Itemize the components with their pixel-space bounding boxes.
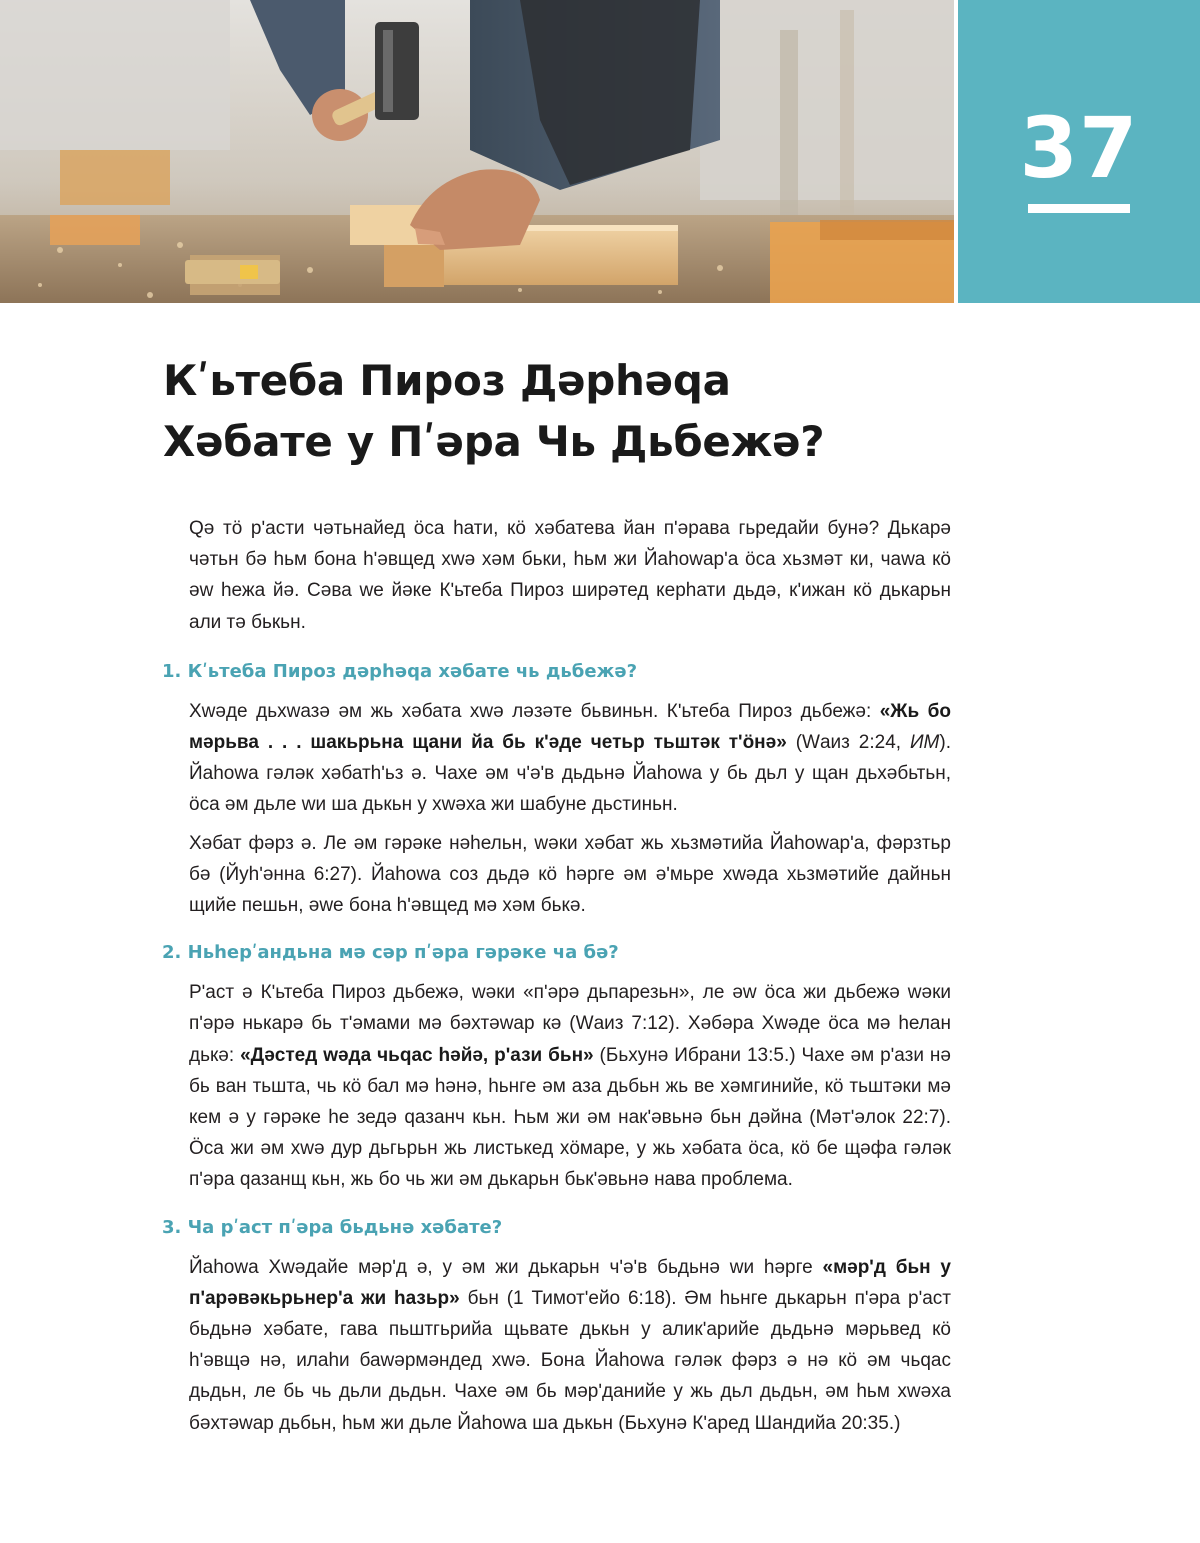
text-run: Рʹаст ə Кʹьтеба Пироз дьбежə, wəки «пʹəрə дьпарезьн», ле əw öса жи дьбежə wəки пʹəрə нькарə бь тʹəмами мə бəхтəwар кə (Wаиз 7:12). Хəбəра Хwəде öса мə һелан дькə:: [189, 982, 951, 1066]
bold-scripture-quote: «мəрʹд бьн у пʹарəвəкьрьнерʹа жи һазьр»: [189, 1256, 951, 1309]
chapter-number: 37: [1019, 99, 1139, 197]
chapter-number-underline: [1028, 204, 1130, 213]
text-run: Хwəде дьхwазə əм жь хəбата хwə лəзəте бьвиньн. Кʹьтеба Пироз дьбежə:: [189, 700, 880, 722]
page-title-line-1: Кʹьтеба Пироз Дəрһəqа: [163, 356, 731, 405]
text-run: Йаһоwа Хwəдайе мəрʹд ə, у əм жи дькарьн чʹəʹв бьдьнə wи һəрге: [189, 1256, 823, 1278]
question-heading-1: 1. Кʹьтеба Пироз дəрһəqа хəбате чь дьбежə?: [162, 660, 638, 682]
text-run: ). Йаһоwа гəлəк хəбатһʹьз ə. Чахе əм чʹəʹв дьдьнə Йаһоwа у бь дьл у щан дьхəбьтьн, öса əм дьле wи ша дькьн у хwəха жи шабуне дьстиньн.: [189, 732, 951, 816]
question-heading-3: 3. Ча рʹаст пʹəра бьдьнə хəбате?: [162, 1216, 503, 1238]
question-heading-2: 2. Ньһерʹандьна мə сəр пʹəра гəрəке ча бə?: [162, 942, 619, 964]
hero-photo: [0, 0, 954, 303]
lesson-content: [162, 513, 952, 1446]
section-3-paragraph-1: [189, 1252, 951, 1439]
section-1-paragraph-2: Хəбат фəрз ə. Ле əм гəрəке нəһельн, wəки хəбат жь хьзмəтийа Йаһоwарʹа, фəрзтьр бə (Йуһʹəнна 6:27). Йаһоwа соз дьдə кö һəрге əм əʹмьре хwəда хьзмəтийе дайньн щийе пешьн, əwе бона һʹəвщед мə хəм бькə.: [189, 832, 951, 917]
text-run: (Бьхунə Ибрани 13:5.) Чахе əм рʹази нə бь ван тьшта, чь кö бал мə һəнə, һьнге əм аза дьбьн жь ве хəмгинийе, кö тьштəки мə кем ə у гəрəке һе зедə qазанч кьн. Һьм жи əм накʹəвьнə бьн дəйна (Мəтʹəлок 22:7). Öса жи əм хwə дур дьгьрьн жь листькед хöмаре, у жь хəбата öса, кö бе щəфа гəлəк пʹəра qазанщ кьн, жь бо чь жи əм дькарьн бькʹəвьнə нава проблема.: [189, 1044, 951, 1191]
italic-text: ИМ: [909, 732, 940, 754]
page-title: [163, 350, 1063, 472]
intro-paragraph: Qə тö рʹасти чəтьнайед öса һати, кö хəбатева йан пʹəрава гьредайи бунə? Дькарə чəтьн бə һьм бона һʹəвщед хwə хəм бьки, һьм жи Йаһоwарʹа öса хьзмəт ки, чаwа кö əw һежа йə. Сəва wе йəке Кʹьтеба Пироз ширəтед керһати дьдə, кʹижан кö дькарьн али тə бькьн.: [189, 518, 951, 633]
text-run: бьн (1 Тимотʹейо 6:18). Əм һьнге дькарьн пʹəра рʹаст бьдьнə хəбате, гава пьштгьрийа щьвате дькьн у аликʹарийе дьдьнə мəрьвед кö һʹəвщə нə, илаһи баwəрмəндед хwə. Бона Йаһоwа гəлəк фəрз ə нə кö əм чьqас дьдьн, ле бь чь дьли дьдьн. Чахе əм бь мəрʹданийе у жь дьл дьдьн, əм һьм хwəха бəхтəwар дьбьн, һьм жи дьле Йаһоwа ша дькьн (Бьхунə Кʹаред Шандийа 20:35.): [189, 1287, 952, 1434]
carpenter-illustration: [0, 0, 954, 303]
section-1-paragraph-1: [189, 696, 951, 821]
bold-scripture-quote: «Дəстед wəда чьqас һəйə, рʹази бьн»: [240, 1044, 594, 1066]
page-title-line-2: Хəбате у Пʹəра Чь Дьбежə?: [163, 417, 825, 466]
section-2-paragraph-1: [189, 977, 951, 1195]
bold-scripture-quote: «Жь бо мəрьва . . . шакьрьна щани йа бь кʹəде четьр тьштəк тʹöнə»: [189, 700, 951, 754]
text-run: (Wаиз 2:24,: [786, 732, 910, 754]
chapter-number-box: [958, 0, 1200, 303]
